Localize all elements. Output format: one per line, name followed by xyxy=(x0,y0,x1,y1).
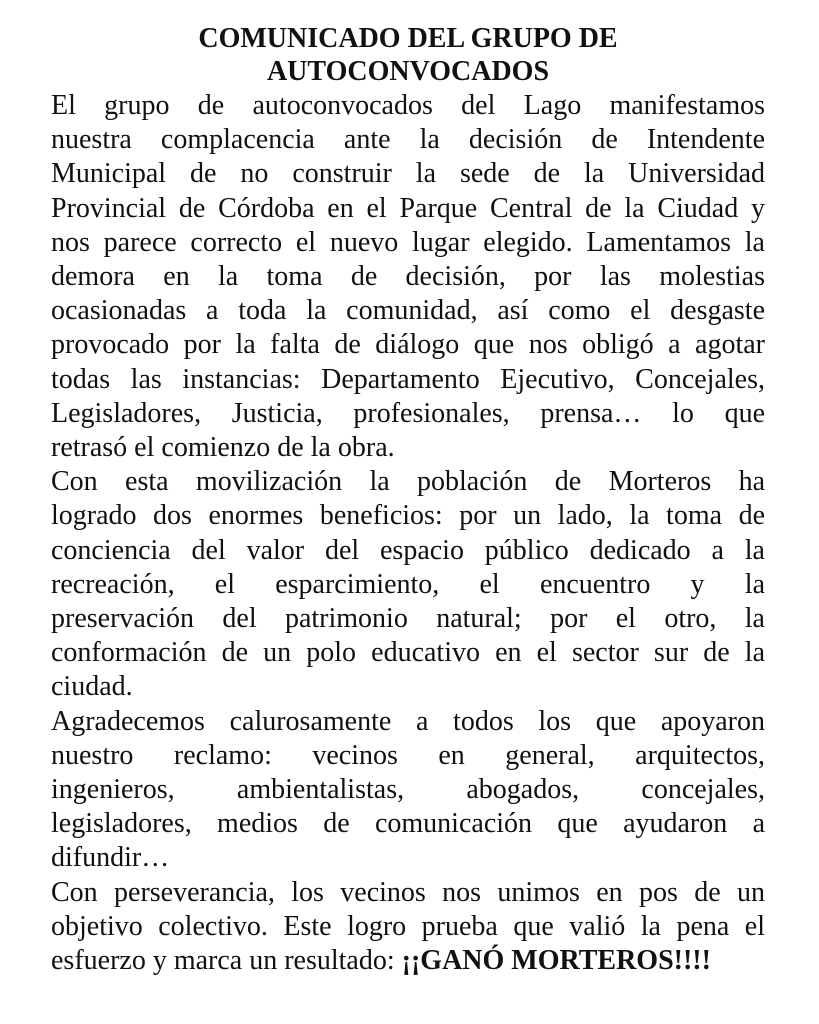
title-line: COMUNICADO DEL GRUPO DE xyxy=(198,23,618,54)
text-line: retrasó el comienzo de la obra. xyxy=(51,432,395,464)
text-line: Municipal de no construir la sede de la Universidad xyxy=(51,158,765,190)
text-line: Con perseverancia, los vecinos nos unimos en pos de un xyxy=(51,876,765,908)
text-line: todas las instancias: Departamento Ejecutivo, Concejales, xyxy=(51,363,765,395)
text-line: nuestra complacencia ante la decisión de Intendente xyxy=(51,124,765,156)
text-line: conciencia del valor del espacio público dedicado a la xyxy=(51,534,765,566)
text-line: conformación de un polo educativo en el sector sur de la xyxy=(51,637,765,669)
closing-exclamation: ¡¡GANÓ MORTEROS!!!! xyxy=(401,945,711,977)
text-line: legisladores, medios de comunicación que ayudaron a xyxy=(51,808,765,840)
text-line: provocado por la falta de diálogo que nos obligó a agotar xyxy=(51,329,765,361)
text-line: El grupo de autoconvocados del Lago manifestamos xyxy=(51,90,765,121)
text-line: recreación, el esparcimiento, el encuentro y la xyxy=(51,568,765,600)
text-line: ciudad. xyxy=(51,671,133,703)
title-line: AUTOCONVOCADOS xyxy=(266,56,550,87)
text-line: nuestro reclamo: vecinos en general, arquitectos, xyxy=(51,739,765,771)
text-line: ingenieros, ambientalistas, abogados, concejales, xyxy=(51,774,765,806)
paragraph-1 xyxy=(51,89,765,465)
paragraph-2 xyxy=(51,465,765,704)
text-line: nos parece correcto el nuevo lugar elegido. Lamentamos la xyxy=(51,226,765,258)
paragraph-3 xyxy=(51,705,765,876)
text-line: ocasionadas a toda la comunidad, así como el desgaste xyxy=(51,295,765,327)
text-line-final xyxy=(51,944,765,978)
text-line: demora en la toma de decisión, por las molestias xyxy=(51,261,765,293)
text-line: Provincial de Córdoba en el Parque Central de la Ciudad y xyxy=(51,192,765,224)
text-line: Legisladores, Justicia, profesionales, prensa… lo que xyxy=(51,397,765,429)
text-line: Agradecemos calurosamente a todos los que apoyaron xyxy=(51,705,765,737)
text-line: Con esta movilización la población de Morteros ha xyxy=(51,466,765,498)
document-title xyxy=(51,22,765,88)
text-line: preservación del patrimonio natural; por el otro, la xyxy=(51,603,765,635)
text-line: difundir… xyxy=(51,842,170,874)
paragraph-4 xyxy=(51,876,765,979)
closing-text: esfuerzo y marca un resultado: xyxy=(51,945,402,977)
document-body xyxy=(51,89,765,978)
text-line: logrado dos enormes beneficios: por un lado, la toma de xyxy=(51,500,765,532)
text-line: objetivo colectivo. Este logro prueba que valió la pena el xyxy=(51,910,765,942)
